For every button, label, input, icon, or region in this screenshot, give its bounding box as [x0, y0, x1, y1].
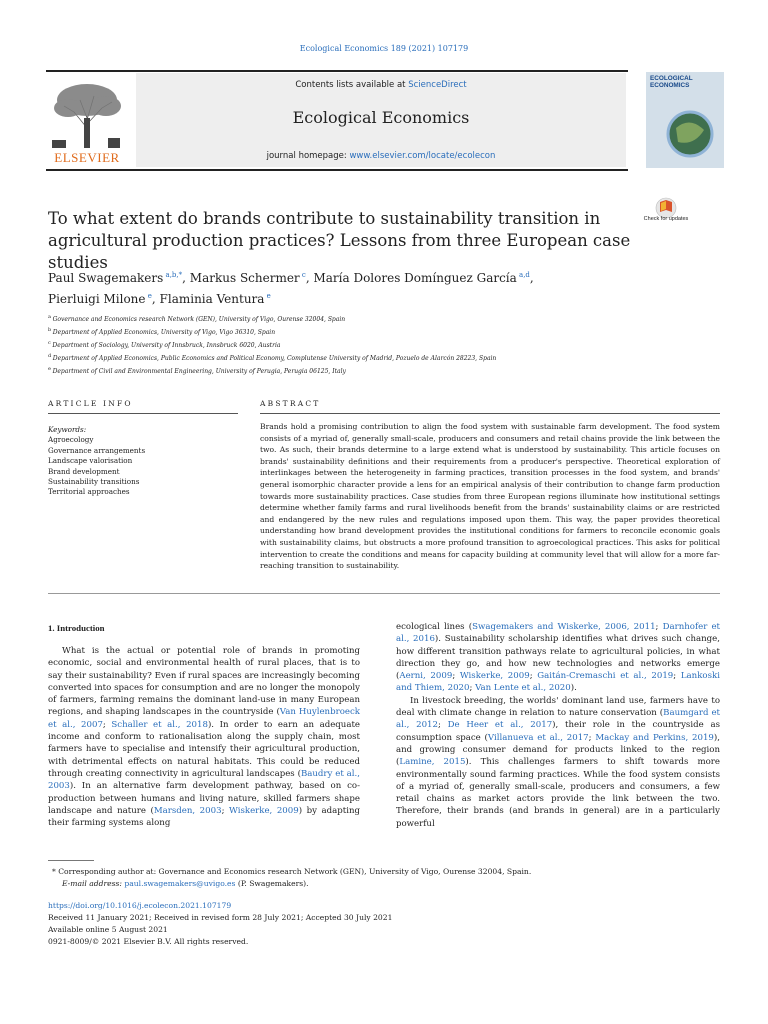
check-for-updates-label: Check for updates — [643, 216, 689, 222]
check-for-updates-icon[interactable] — [646, 194, 686, 234]
citation-link[interactable]: Van Lente et al., 2020 — [475, 683, 571, 694]
affiliation-mark: c — [48, 340, 53, 346]
paragraph-text: ), and growing consumer demand for products linked to the region ( — [396, 732, 720, 768]
author-affiliation-marks[interactable]: a,d — [516, 271, 530, 279]
paragraph-text: ecological lines ( — [396, 622, 473, 632]
affiliation-item — [48, 338, 728, 351]
available-online: Available online 5 August 2021 — [48, 925, 168, 934]
paragraph-text: ). — [570, 683, 577, 694]
affiliation-text: Department of Applied Economics, Public Economics and Political Economy, Complutense University of Madrid, Pozuelo de Alarcón 28223, Spain — [52, 355, 497, 362]
author-name[interactable]: Markus Schermer — [189, 271, 300, 285]
intro-paragraph-1 — [48, 645, 360, 829]
keyword-item: Agroecology — [48, 435, 94, 445]
affiliation-text: Department of Civil and Environmental Engineering, University of Perugia, Perugia 06125, Italy — [52, 368, 346, 375]
citation-link[interactable]: Darnhofer et al., 2016 — [396, 622, 720, 645]
author-name[interactable]: María Dolores Domínguez García — [313, 271, 517, 285]
intro-column-right — [396, 621, 720, 830]
contents-line — [136, 80, 626, 90]
email-label: E-mail address: — [62, 879, 125, 888]
citation-link[interactable]: Swagemakers and Wiskerke, 2006, 2011 — [472, 622, 656, 632]
citation-link[interactable]: Aerni, 2009 — [399, 671, 453, 682]
paragraph-text: ; — [437, 720, 448, 731]
paragraph-text: ). Sustainability scholarship identifies what drives such change, how different transition pathways relate to agricultural policies, in what direction they go, and how new technologies and networks emerge ( — [396, 634, 720, 682]
paragraph-text: ; — [588, 732, 596, 743]
citation-link[interactable]: Baudry et al., 2003 — [48, 768, 360, 792]
publication-info — [48, 900, 648, 948]
affiliation-mark: a — [48, 314, 53, 320]
keyword-item: Territorial approaches — [48, 487, 130, 497]
abstract-text: Brands hold a promising contribution to align the food system with sustainable farm development. The food system consists of a myriad of, generally small-scale, producers and consumers and retail chains provide the link between the two. As such, their brands determine to a large extend what is understood by sustainability. This article focuses on brands' sustainability definitions and their requirements from a producer's perspective. Theoretical exploration of interlinkages between the heterogeneity in farming practices, transition processes in the food system, and brands' general isomorphic character provide a lens for an empirical analysis of their contribution to change farm production towards more sustainability practices. Case studies from three European regions illuminate how institutional settings determine whether family farms and rural livelihoods benefit from the brands' sustainability claims or are restricted and endangered by the new rules and regulations imposed upon them. This way, the paper provides theoretical understanding how brand development provides the institutional conditions for farmers to reconcile economic goals with sustainability claims, but obstructs a more profound transition to agroecological practices. This asks for political intervention to create the conditions and means for capacity building at community level that will allow for a more far-reaching transition to sustainability. — [260, 422, 720, 571]
keyword-item: Landscape valorisation — [48, 456, 133, 466]
keyword-item: Governance arrangements — [48, 445, 146, 455]
header-bottom-rule — [46, 169, 628, 171]
author-affiliation-marks[interactable]: e — [145, 292, 152, 300]
cover-title: ECOLOGICAL ECONOMICS — [650, 75, 693, 89]
footnote-rule — [48, 860, 94, 861]
citation-link[interactable]: Villanueva et al., 2017 — [487, 732, 589, 743]
keywords-label: Keywords: — [48, 425, 87, 434]
corresponding-author-note: * Corresponding author at: Governance and Economics research Network (GEN), University of Vigo, Ourense 32004, Spain. — [52, 867, 532, 876]
citation-link[interactable]: Lankoski and Thiem, 2020 — [396, 671, 720, 694]
author-name[interactable]: Paul Swagemakers — [48, 271, 164, 285]
keyword-item: Sustainability transitions — [48, 477, 140, 487]
affiliation-text: Governance and Economics research Network (GEN), University of Vigo, Ourense 32004, Spain — [52, 316, 346, 323]
paragraph-text: ; — [221, 805, 230, 816]
affiliation-item — [48, 351, 728, 364]
affiliation-item — [48, 325, 728, 338]
affiliation-item — [48, 312, 728, 325]
affiliations — [48, 312, 728, 377]
paragraph-text: ; — [655, 622, 663, 632]
author-name[interactable]: Flaminia Ventura — [159, 292, 265, 306]
email-suffix: (P. Swagemakers). — [235, 879, 309, 888]
journal-citation[interactable]: Ecological Economics 189 (2021) 107179 — [299, 44, 469, 53]
paragraph-text: ; — [452, 671, 460, 682]
paragraph-text: What is the actual or potential role of brands in promoting economic, social and environmental health of rural places, that is to say their sustainability? Even if rural spaces are increasingly becoming converted into spaces for consumption and are no longer the monopoly of farmers, farming remains the dominant land-use in many European regions, and shaping landscapes in the countryside ( — [48, 646, 360, 718]
paragraph-text: ; — [469, 683, 476, 694]
citation-link[interactable]: Van Huylenbroeck et al., 2007 — [48, 707, 360, 730]
doi-link[interactable]: https://doi.org/10.1016/j.ecolecon.2021.107179 — [48, 901, 232, 910]
article-info-rule — [48, 413, 238, 414]
paragraph-text: ). In an alternative farm development pathway, based on co-production between humans and living nature, skilled farmers shape landscape and nature ( — [48, 781, 360, 816]
paragraph-text: In livestock breeding, the worlds' dominant land use, farmers have to deal with climate change in relation to nature conservation ( — [396, 695, 720, 719]
contents-prefix: Contents lists available at — [295, 80, 409, 90]
author-name[interactable]: Pierluigi Milone — [48, 292, 146, 306]
paragraph-text: ) by adapting their farming systems along — [48, 805, 360, 829]
author-separator: , — [305, 271, 314, 285]
author-affiliation-marks[interactable]: e — [264, 292, 271, 300]
author-affiliation-marks[interactable]: a,b,* — [163, 271, 183, 279]
affiliation-mark: d — [48, 353, 53, 359]
article-title: To what extent do brands contribute to sustainability transition in agricultural production practices? Lessons from three European case studies — [48, 209, 631, 272]
paragraph-text: ; — [102, 719, 112, 730]
copyright: 0921-8009/© 2021 Elsevier B.V. All rights reserved. — [48, 937, 249, 946]
homepage-line — [136, 151, 626, 161]
citation-link[interactable]: Wiskerke, 2009 — [229, 805, 299, 816]
corresponding-author-text: Corresponding author at: Governance and Economics research Network (GEN), University of Vigo, Ourense 32004, Spain. — [58, 867, 532, 876]
citation-link[interactable]: Schaller et al., 2018 — [111, 719, 208, 730]
author-affiliation-marks[interactable]: c — [299, 271, 306, 279]
author-separator: , — [151, 292, 160, 306]
email-note — [52, 878, 712, 890]
abstract-rule — [260, 413, 720, 414]
paragraph-text: ). This challenges farmers to shift towards more environmentally sound farming practices. While the food system consists of a myriad of, generally small-scale, producers and consumers, a few retail chains as market actors provide the link between the two. Therefore, their brands (and brands in general) are in a particularly powerful — [396, 757, 720, 829]
paragraph-text: ; — [529, 671, 538, 682]
citation-link[interactable]: De Heer et al., 2017 — [447, 720, 553, 731]
journal-title: Ecological Economics — [292, 108, 470, 127]
abstract-end-rule — [48, 593, 720, 594]
keywords-list — [48, 435, 238, 497]
email-link[interactable]: paul.swagemakers@uvigo.es — [124, 879, 236, 888]
intro-paragraph-1-cont — [396, 621, 720, 695]
citation-link[interactable]: Wiskerke, 2009 — [459, 671, 530, 682]
header-top-rule — [46, 70, 628, 72]
section-heading-introduction: 1. Introduction — [48, 623, 105, 633]
paragraph-text: ). In order to earn an adequate income and conform to rationalisation along the supply chain, most farmers have to specialise and intensify their agricultural production, with detrimental effects on natural habitats. This could be reduced through creating connectivity in agricultural landscapes ( — [48, 719, 360, 779]
homepage-link[interactable]: www.elsevier.com/locate/ecolecon — [349, 151, 496, 161]
affiliation-text: Department of Applied Economics, University of Vigo, Vigo 36310, Spain — [52, 329, 276, 336]
received-dates: Received 11 January 2021; Received in revised form 28 July 2021; Accepted 30 July 2021 — [48, 913, 393, 922]
affiliation-item — [48, 364, 728, 377]
intro-paragraph-2 — [396, 695, 720, 830]
affiliation-mark: b — [48, 327, 53, 333]
footnotes — [52, 866, 712, 890]
affiliation-mark: e — [48, 366, 53, 372]
sciencedirect-link[interactable]: ScienceDirect — [408, 80, 467, 90]
paragraph-text: ), their role in the countryside as consumption space ( — [396, 720, 720, 743]
author-list — [48, 266, 648, 308]
citation-link[interactable]: Mackay and Perkins, 2019 — [595, 732, 714, 743]
intro-column-left — [48, 645, 360, 829]
elsevier-wordmark: ELSEVIER — [54, 150, 120, 165]
citation-link[interactable]: Lamine, 2015 — [399, 757, 466, 768]
citation-link[interactable]: Baumgard et al., 2012 — [396, 708, 720, 731]
citation-link[interactable]: Gaitán-Cremaschi et al., 2019 — [537, 671, 674, 682]
author-separator: , — [529, 271, 534, 285]
article-info-heading: ARTICLE INFO — [48, 399, 133, 408]
keywords-block — [48, 425, 238, 498]
affiliation-text: Department of Sociology, University of Innsbruck, Innsbruck 6020, Austria — [52, 342, 281, 349]
paragraph-text: ; — [673, 671, 681, 682]
author-separator: , — [182, 271, 190, 285]
abstract-heading: ABSTRACT — [260, 399, 321, 408]
keyword-item: Brand development — [48, 466, 120, 476]
citation-link[interactable]: Marsden, 2003 — [153, 805, 222, 816]
homepage-prefix: journal homepage: — [266, 151, 350, 161]
